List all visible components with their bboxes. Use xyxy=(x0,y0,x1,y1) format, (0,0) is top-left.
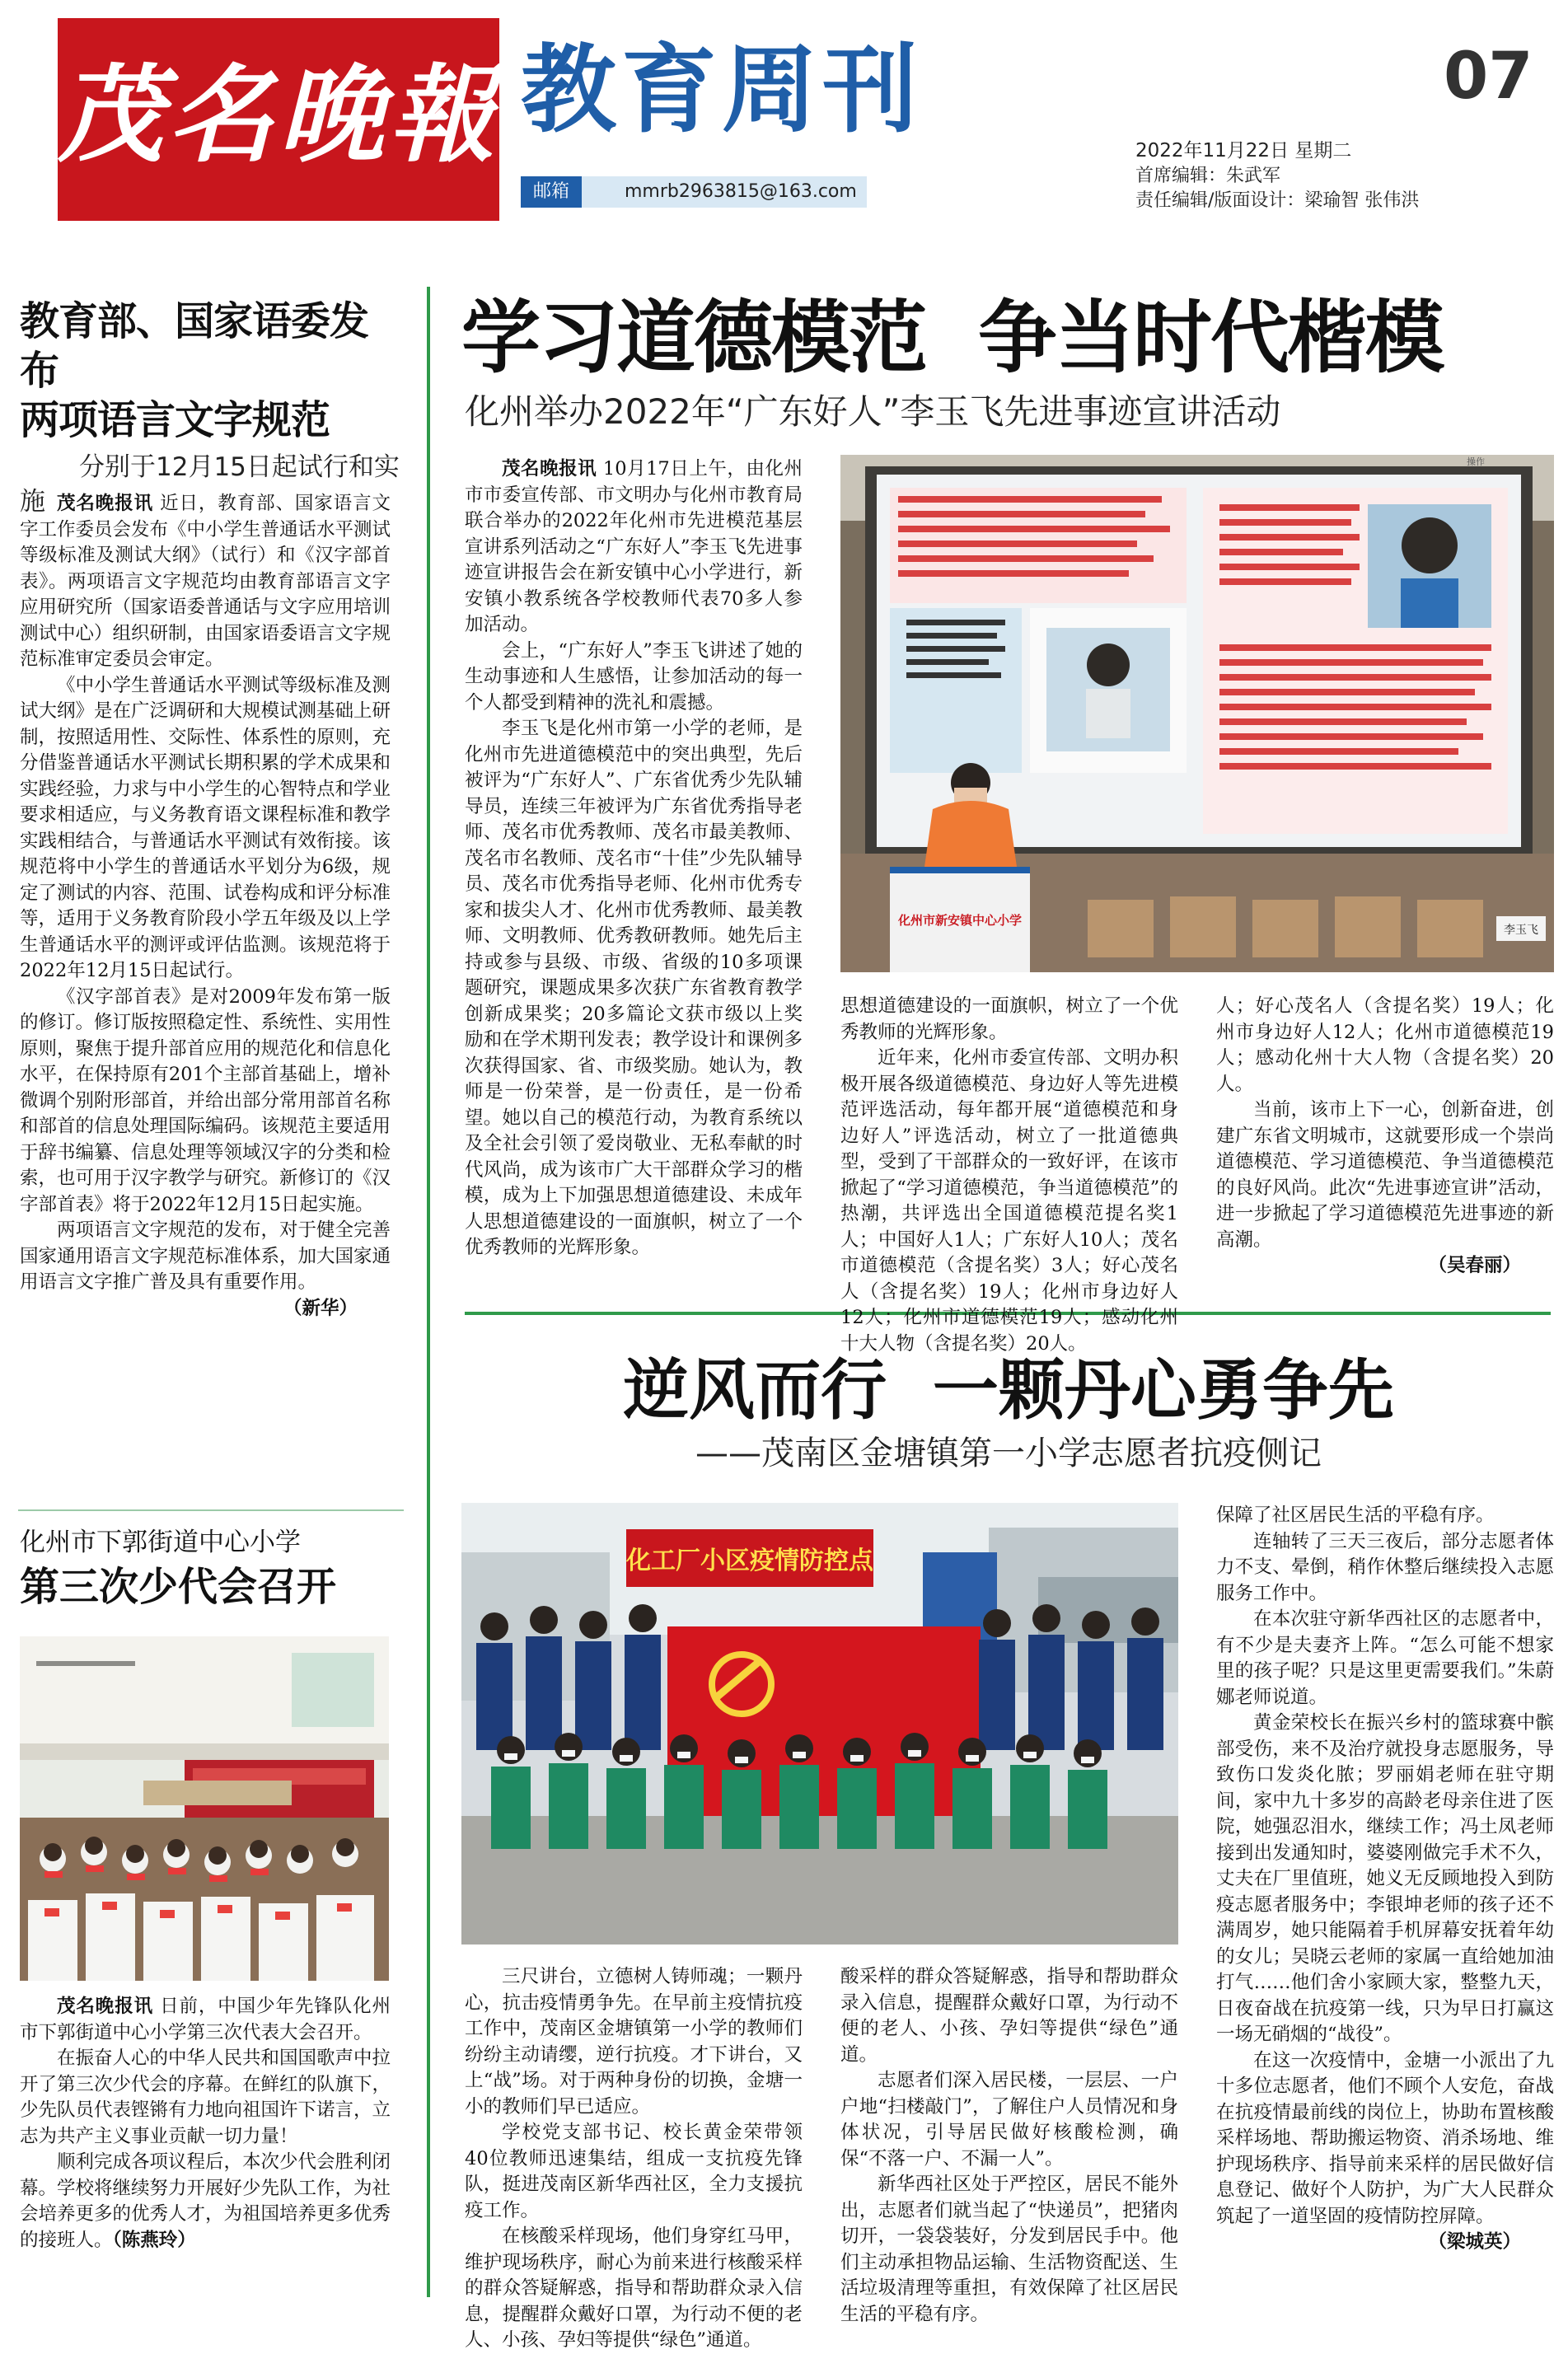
assembly-photo xyxy=(20,1636,389,1981)
article3-byline: （吴春丽） xyxy=(1428,1255,1521,1276)
article2-title-line1: 化州市下郭街道中心小学 xyxy=(20,1528,301,1557)
screen-label: 操作 xyxy=(1467,456,1485,467)
article4-paragraph: 酸采样的群众答疑解惑，指导和帮助群众录入信息，提醒群众戴好口罩，为行动不便的老人、小孩、孕妇等提供“绿色”通道。 xyxy=(840,1966,1178,2066)
banner-text: 化工厂小区疫情防控点 xyxy=(626,1547,873,1575)
article-language-standards xyxy=(20,297,405,519)
article1-subtitle: 分别于12月15日起试行和实施 xyxy=(20,452,400,517)
article1-byline: （新华） xyxy=(283,1297,358,1319)
article1-paragraph: 《汉字部首表》是对2009年发布第一版的修订。修订版按照稳定性、系统性、实用性原则，聚焦于提升部首应用的规范化和信息化水平，在保持原有201个主部首基础上，增补微调个别附形部首，并给出部分常用部首名称和部首的信息处理国际编码。该规范主要适用于辞书编纂、信息处理等领域汉字的分类和检索，也可用于汉字教学与研究。新修订的《汉字部首表》将于2022年12月15日起实施。 xyxy=(20,985,391,1215)
mailbox-label: 邮箱 xyxy=(521,176,582,208)
masthead xyxy=(0,0,1568,247)
article3-paragraph: 会上，“广东好人”李玉飞讲述了她的生动事迹和人生感悟，让参加活动的每一个人都受到精神的洗礼和震撼。 xyxy=(465,639,803,714)
article1-title-line2: 两项语言文字规范 xyxy=(20,397,330,443)
article4-body-col2 xyxy=(840,1964,1178,2325)
article4-subtitle: ——茂南区金塘镇第一小学志愿者抗疫侧记 xyxy=(695,1434,1322,1472)
article3-paragraph: 思想道德建设的一面旗帜，树立了一个优秀教师的光辉形象。 xyxy=(840,995,1178,1043)
article1-paragraph: 《中小学生普通话水平测试等级标准及测试大纲》是在广泛调研和大规模试测基础上研制，按照适用性、交际性、体系性的原则，充分借鉴普通话水平测试长期积累的学术成果和实践经验，力求与中小学生的心智特点和学业要求相适应，与义务教育语文课程标准和教学实践相结合，与普通话水平测试有效衔接。该规范将中小学生的普通话水平划分为6级，规定了测试的内容、范围、试卷构成和评分标准等，适用于义务教育阶段小学五年级及以上学生普通话水平的测评或评估监测。该规范将于2022年12月15日起试行。 xyxy=(20,674,391,981)
article2-byline: （陈燕玲） xyxy=(112,2229,196,2251)
article1-title-line1: 教育部、国家语委发布 xyxy=(20,298,369,394)
assembly-photo-image xyxy=(20,1636,389,1981)
article4-paragraph: 新华西社区处于严控区，居民不能外出，志愿者们就当起了“快递员”，把猪肉切开，一袋袋装好，分发到居民手中。他们主动承担物品运输、生活物资配送、生活垃圾清理等重担，有效保障了社区居民生活的平稳有序。 xyxy=(840,2174,1178,2325)
article3-title: 学习道德模范 争当时代楷模 xyxy=(461,292,1443,384)
article4-paragraph: 志愿者们深入居民楼，一层层、一户户地“扫楼敲门”，了解住户人员情况和身体状况，引导居民做好核酸检测，确保“不落一户、不漏一人”。 xyxy=(840,2070,1178,2169)
lecture-photo-image xyxy=(840,455,1554,972)
article4-paragraph: 三尺讲台，立德树人铸师魂；一颗丹心，抗击疫情勇争先。在早前主疫情抗疫工作中，茂南区金塘镇第一小学的教师们纷纷主动请缨，逆行抗疫。才下讲台，又上“战”场。对于两种身份的切换，金塘一小的教师们早已适应。 xyxy=(465,1966,803,2118)
volunteers-photo xyxy=(461,1503,1178,1945)
article4-byline: （梁城英） xyxy=(1428,2231,1521,2253)
article3-paragraph: 当前，该市上下一心，创新奋进，创建广东省文明城市，这就要形成一个崇尚道德模范、学习道德模范、争当道德模范的良好风尚。此次“先进事迹宣讲”活动，进一步掀起了学习道德模范先进事迹的新高潮。 xyxy=(1216,1099,1554,1251)
article2-title-line2: 第三次少代会召开 xyxy=(20,1564,337,1610)
article1-body xyxy=(20,491,391,1322)
mailbox-bar xyxy=(521,176,867,208)
article3-body-col1 xyxy=(465,456,803,1282)
article4-paragraph: 学校党支部书记、校长黄金荣带领40位教师迅速集结，组成一支抗疫先锋队，挺进茂南区新华西社区，全力支援抗疫工作。 xyxy=(465,2122,803,2221)
article3-paragraph: 近年来，化州市委宣传部、文明办积极开展各级道德模范、身边好人等先进模范评选活动，每年都开展“道德模范和身边好人”评选活动，树立了一批道德典型，受到了干部群众的一致好评，在该市掀起了“学习道德模范，争当道德模范”的热潮，共评选出全国道德模范提名奖1人；中国好人1人；广东好人10人；茂名市道德模范（含提名奖）3人；好心茂名人（含提名奖）19人；化州市身边好人12人；化州市道德模范19人；感动化州十大人物（含提名奖）20人。 xyxy=(840,1047,1178,1355)
article1-paragraph: 茂名晚报讯 近日，教育部、国家语言文字工作委员会发布《中小学生普通话水平测试等级标准及测试大纲》（试行）和《汉字部首表》。两项语言文字规范均由教育部语言文字应用研究所（国家语委普通话与文字应用培训测试中心）组织研制，由国家语委语言文字规范标准审定委员会审定。 xyxy=(20,493,391,670)
article2-paragraph: 顺利完成各项议程后，本次少代会胜利闭幕。学校将继续努力开展好少先队工作，为社会培养更多的优秀人才，为祖国培养更多优秀的接班人。（陈燕玲） xyxy=(20,2151,391,2251)
article2-paragraph: 茂名晚报讯 日前，中国少年先锋队化州市下郭街道中心小学第三次代表大会召开。 xyxy=(20,1996,391,2043)
article4-paragraph: 在核酸采样现场，他们身穿红马甲，维护现场秩序，耐心为前来进行核酸采样的群众答疑解惑，指导和帮助群众录入信息，提醒群众戴好口罩，为行动不便的老人、小孩、孕妇等提供“绿色”通道。 xyxy=(465,2225,803,2351)
responsible-editor: 责任编辑/版面设计：梁瑜智 张伟洪 xyxy=(1135,190,1420,211)
column-divider xyxy=(427,287,430,2297)
chief-editor: 首席编辑：朱武军 xyxy=(1135,166,1281,186)
article4-title: 逆风而行 一颗丹心勇争先 xyxy=(623,1352,1394,1429)
article2-paragraph: 在振奋人心的中华人民共和国国歌声中拉开了第三次少代会的序幕。在鲜红的队旗下，少先队员代表铿锵有力地向祖国许下诺言，立志为共产主义事业贡献一切力量！ xyxy=(20,2047,391,2147)
section-title: 教育周刊 xyxy=(521,35,923,146)
article3-body-col2 xyxy=(840,994,1178,1355)
article3-paragraph: 人；好心茂名人（含提名奖）19人；化州市身边好人12人；化州市道德模范19人；感动化州十大人物（含提名奖）20人。 xyxy=(1216,995,1554,1095)
article3-paragraph: 李玉飞是化州市第一小学的老师，是化州市先进道德模范中的突出典型，先后被评为“广东好人”、广东省优秀少先队辅导员，连续三年被评为广东省优秀指导老师、茂名市优秀教师、茂名市最美教师、茂名市名教师、茂名市“十佳”少先队辅导员、茂名市优秀指导老师、化州市优秀专家和拔尖人才、化州市优秀教师、最美教师、文明教师、优秀教研教师。她先后主持或参与县级、市级、省级的10多项课题研究，课题成果多次获广东省教育教学创新成果奖；20多篇论文获市级以上奖励和在学术期刊发表；教学设计和课例多次获得国家、省、市级奖励。她认为，教师是一份荣誉，是一份责任，是一份希望。她以自己的模范行动，为教育系统以及全社会引领了爱岗敬业、无私奉献的时代风尚，成为该市广大干部群众学习的楷模，成为上下加强思想道德建设、未成年人思想道德建设的一面旗帜，树立了一个优秀教师的光辉形象。 xyxy=(465,718,803,1258)
article4-paragraph: 黄金荣校长在振兴乡村的篮球赛中髌部受伤，来不及治疗就投身志愿服务，导致伤口发炎化脓；罗丽娟老师在驻守期间，家中九十多岁的高龄老母亲住进了医院，她强忍泪水，继续工作；冯土凤老师接到出发通知时，婆婆刚做完手术不久，丈夫在厂里值班，她义无反顾地投入到防疫志愿者服务中；李银坤老师的孩子还不满周岁，她只能隔着手机屏幕安抚着年幼的女儿；吴晓云老师的家属一直给她加油打气……他们舍小家顾大家，整整九天，日夜奋战在抗疫第一线，只为早日打赢这一场无硝烟的“战役”。 xyxy=(1216,1712,1554,2045)
article3-body-col3 xyxy=(1216,994,1554,1282)
issue-date: 2022年11月22日 星期二 xyxy=(1135,140,1352,161)
name-card: 李玉飞 xyxy=(1504,924,1538,937)
volunteers-photo-image xyxy=(461,1503,1178,1945)
paper-logo xyxy=(58,18,499,221)
left-divider xyxy=(18,1509,404,1511)
article4-paragraph: 在这一次疫情中，金塘一小派出了九十多位志愿者，他们不顾个人安危，奋战在抗疫情最前线的岗位上，协助布置核酸采样场地、帮助搬运物资、消杀场地、维护现场秩序、指导前来采样的居民做好信息登记、做好个人防护，为广大人民群众筑起了一道坚固的疫情防控屏障。 xyxy=(1216,2049,1554,2227)
article4-paragraph: 保障了社区居民生活的平稳有序。 xyxy=(1216,1505,1495,1526)
page-number: 07 xyxy=(1444,40,1533,114)
mailbox-address: mmrb2963815@163.com xyxy=(625,181,857,202)
article1-paragraph: 两项语言文字规范的发布，对于健全完善国家通用语言文字规范标准体系，加大国家通用语言文字推广普及具有重要作用。 xyxy=(20,1219,391,1293)
article4-paragraph: 连轴转了三天三夜后，部分志愿者体力不支、晕倒，稍作休整后继续投入志愿服务工作中。 xyxy=(1216,1530,1554,1604)
article4-body-col1 xyxy=(465,1964,803,2351)
article4-paragraph: 在本次驻守新华西社区的志愿者中，有不少是夫妻齐上阵。“怎么可能不想家里的孩子呢？只是这里更需要我们。”朱蔚娜老师说道。 xyxy=(1216,1608,1554,1708)
article3-paragraph: 茂名晚报讯 10月17日上午，由化州市市委宣传部、市文明办与化州市教育局联合举办的2022年化州市先进模范基层宣讲系列活动之“广东好人”李玉飞先进事迹宣讲报告会在新安镇中心小学进行，新安镇小教系统各学校教师代表70多人参加活动。 xyxy=(465,458,803,635)
article2-body xyxy=(20,1994,391,2253)
podium-text: 化州市新安镇中心小学 xyxy=(897,913,1023,928)
paper-name: 茂名晚報 xyxy=(58,54,500,177)
article4-body-col3 xyxy=(1216,1503,1554,2302)
article-young-pioneers xyxy=(20,1524,405,1613)
lecture-photo xyxy=(840,455,1554,972)
article3-subtitle: 化州举办2022年“广东好人”李玉飞先进事迹宣讲活动 xyxy=(465,391,1281,432)
